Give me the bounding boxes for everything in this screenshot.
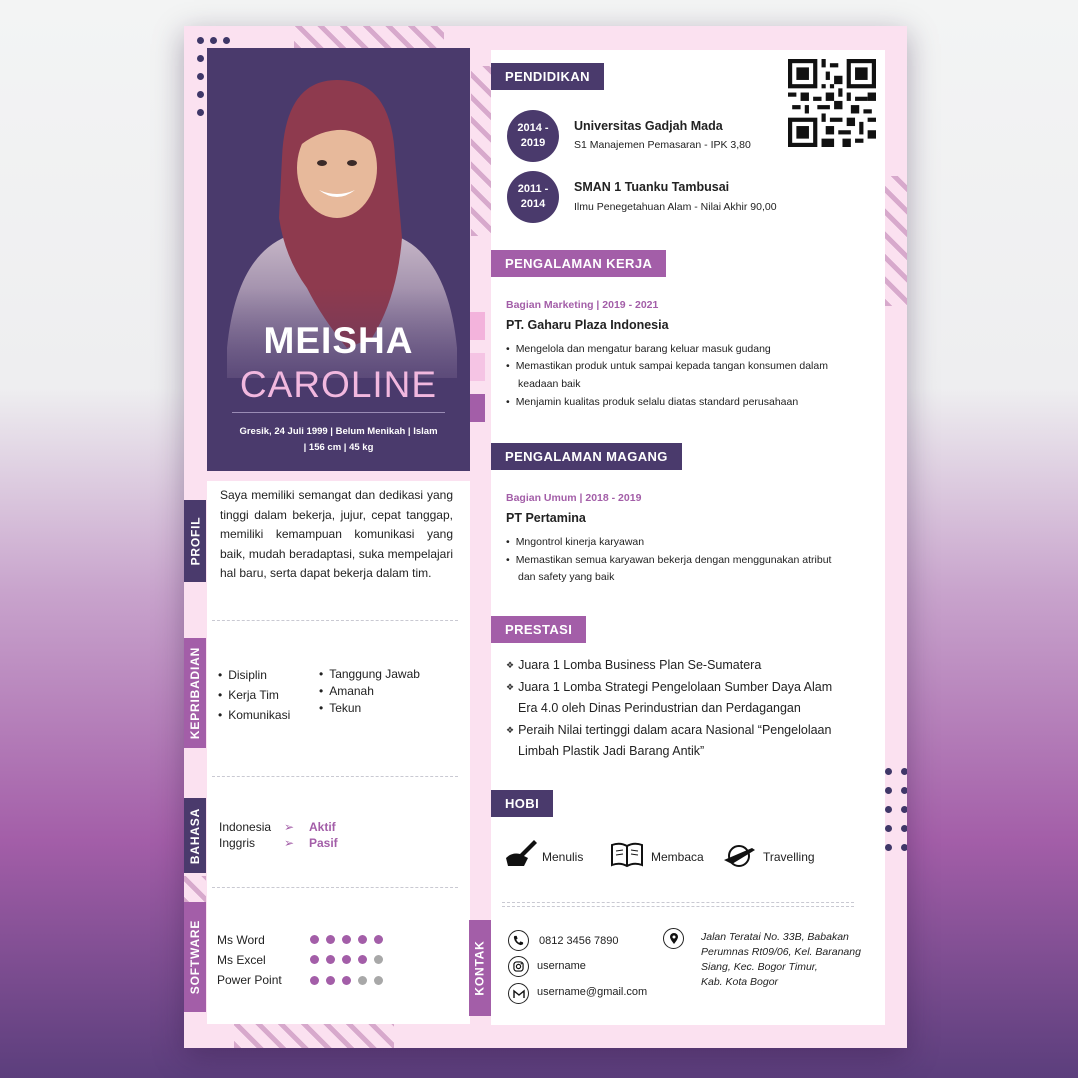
middle-stripes [471,66,491,236]
tab-bahasa: BAHASA [184,798,206,873]
rating-dot-filled [326,935,335,944]
software-name: Ms Excel [217,953,266,967]
rating-dot-filled [374,935,383,944]
job-bullet: • Menjamin kualitas produk selalu diatas standard perusahaan [506,394,798,411]
internship-bullet: • Mngontrol kinerja karyawan [506,534,644,551]
job-bullet: • Mengelola dan mengatur barang keluar masuk gudang [506,341,771,358]
kepribadian-item: • Tekun [319,701,361,715]
divider-2 [212,776,458,777]
software-name: Ms Word [217,933,265,947]
section-prestasi: PRESTASI [491,616,586,643]
language-level: Pasif [309,836,338,850]
kepribadian-item: • Komunikasi [218,708,290,722]
language-name: Indonesia [219,820,272,834]
personal-details-line1: Gresik, 24 Juli 1999 | Belum Menikah | Islam [239,426,438,437]
rating-dot-filled [358,955,367,964]
rating-dot-filled [310,976,319,985]
internship-bullet-continued: dan safety yang baik [518,571,615,583]
school-detail: S1 Manajemen Pemasaran - IPK 3,80 [574,139,751,151]
tab-kontak: KONTAK [469,920,491,1016]
achievement-continued: Limbah Plastik Jadi Barang Antik” [518,744,705,758]
last-name: CAROLINE [239,364,438,405]
software-rating [310,935,383,944]
job-bullet-continued: keadaan baik [518,378,581,390]
section-pengalaman-kerja: PENGALAMAN KERJA [491,250,666,277]
first-name: MEISHA [263,320,414,361]
education-years: 2011 - 2014 [507,171,559,223]
rating-dot-filled [326,955,335,964]
software-name: Power Point [217,973,282,987]
tab-profil: PROFIL [184,500,206,582]
contact-address-line: Perumnas Rt09/06, Kel. Baranang [701,946,861,958]
divider-hobi-1 [502,902,854,903]
contact-address-line: Kab. Kota Bogor [701,976,779,988]
bottom-stripes [234,1024,394,1048]
instagram-icon [508,956,529,977]
qr-code [788,59,876,147]
contact-instagram: username [537,960,586,972]
internship-role: Bagian Umum | 2018 - 2019 [506,492,642,504]
left-stripes [184,876,206,904]
hobby-label: Travelling [763,850,815,864]
contact-address-line: Siang, Kec. Bogor Timur, [701,961,818,973]
photo-panel [207,48,470,471]
hobby-label: Menulis [542,850,584,864]
divider-hobi-2 [502,906,854,907]
kepribadian-item: • Tanggung Jawab [319,667,420,681]
section-pengalaman-magang: PENGALAMAN MAGANG [491,443,682,470]
top-stripes [294,26,444,48]
company-name: PT. Gaharu Plaza Indonesia [506,318,669,332]
rating-dot-filled [358,935,367,944]
language-arrow-icon: ➢ [284,820,295,834]
contact-phone: 0812 3456 7890 [539,935,619,947]
name-divider [232,412,445,413]
job-bullet: • Memastikan produk untuk sampai kepada tangan konsumen dalam [506,358,828,375]
rating-dot-filled [342,955,351,964]
phone-icon [508,930,529,951]
location-pin-icon [663,928,684,949]
contact-email: username@gmail.com [537,986,648,998]
kepribadian-item: • Disiplin [218,668,267,682]
language-name: Inggris [219,836,256,850]
rating-dot-empty [374,955,383,964]
rating-dot-filled [326,976,335,985]
right-stripes [885,176,907,306]
language-arrow-icon: ➢ [284,836,295,850]
profile-photo [207,48,470,471]
tab-kepribadian: KEPRIBADIAN [184,638,206,748]
section-hobi: HOBI [491,790,553,817]
pen-hand-icon [504,838,538,870]
school-detail: Ilmu Penegetahuan Alam - Nilai Akhir 90,00 [574,201,777,213]
tab-software: SOFTWARE [184,902,206,1012]
internship-company: PT Pertamina [506,511,586,525]
rating-dot-empty [374,976,383,985]
school-name: SMAN 1 Tuanku Tambusai [574,180,730,194]
job-role: Bagian Marketing | 2019 - 2021 [506,299,659,311]
resume-page [184,26,907,1048]
internship-bullet: • Memastikan semua karyawan bekerja dengan menggunakan atribut [506,552,831,569]
hobby-label: Membaca [651,850,704,864]
kepribadian-item: • Amanah [319,684,374,698]
section-pendidikan: PENDIDIKAN [491,63,604,90]
divider-3 [212,887,458,888]
rating-dot-empty [358,976,367,985]
software-rating [310,955,383,964]
travel-plane-icon [722,842,756,870]
book-icon [610,842,644,868]
language-level: Aktif [309,820,336,834]
kepribadian-item: • Kerja Tim [218,688,279,702]
achievement-continued: Era 4.0 oleh Dinas Perindustrian dan Perdagangan [518,701,801,715]
achievement-item: ❖ Juara 1 Lomba Strategi Pengelolaan Sumber Daya Alam [506,680,832,694]
rating-dot-filled [310,935,319,944]
rating-dot-filled [310,955,319,964]
email-icon [508,983,529,1004]
software-rating [310,976,383,985]
personal-details-line2: | 156 cm | 45 kg [303,442,374,453]
rating-dot-filled [342,976,351,985]
achievement-item: ❖ Juara 1 Lomba Business Plan Se-Sumatera [506,658,761,672]
achievement-item: ❖ Peraih Nilai tertinggi dalam acara Nasional “Pengelolaan [506,723,831,737]
education-years: 2014 - 2019 [507,110,559,162]
school-name: Universitas Gadjah Mada [574,119,723,133]
contact-address-line: Jalan Teratai No. 33B, Babakan [701,931,849,943]
profil-text: Saya memiliki semangat dan dedikasi yang tinggi dalam bekerja, jujur, cepat tanggap, memiliki kemampuan komunikasi yang baik, mudah beradaptasi, suka mempelajari hal baru, serta dapat bekerja dalam tim. [220,488,453,580]
divider-1 [212,620,458,621]
rating-dot-filled [342,935,351,944]
